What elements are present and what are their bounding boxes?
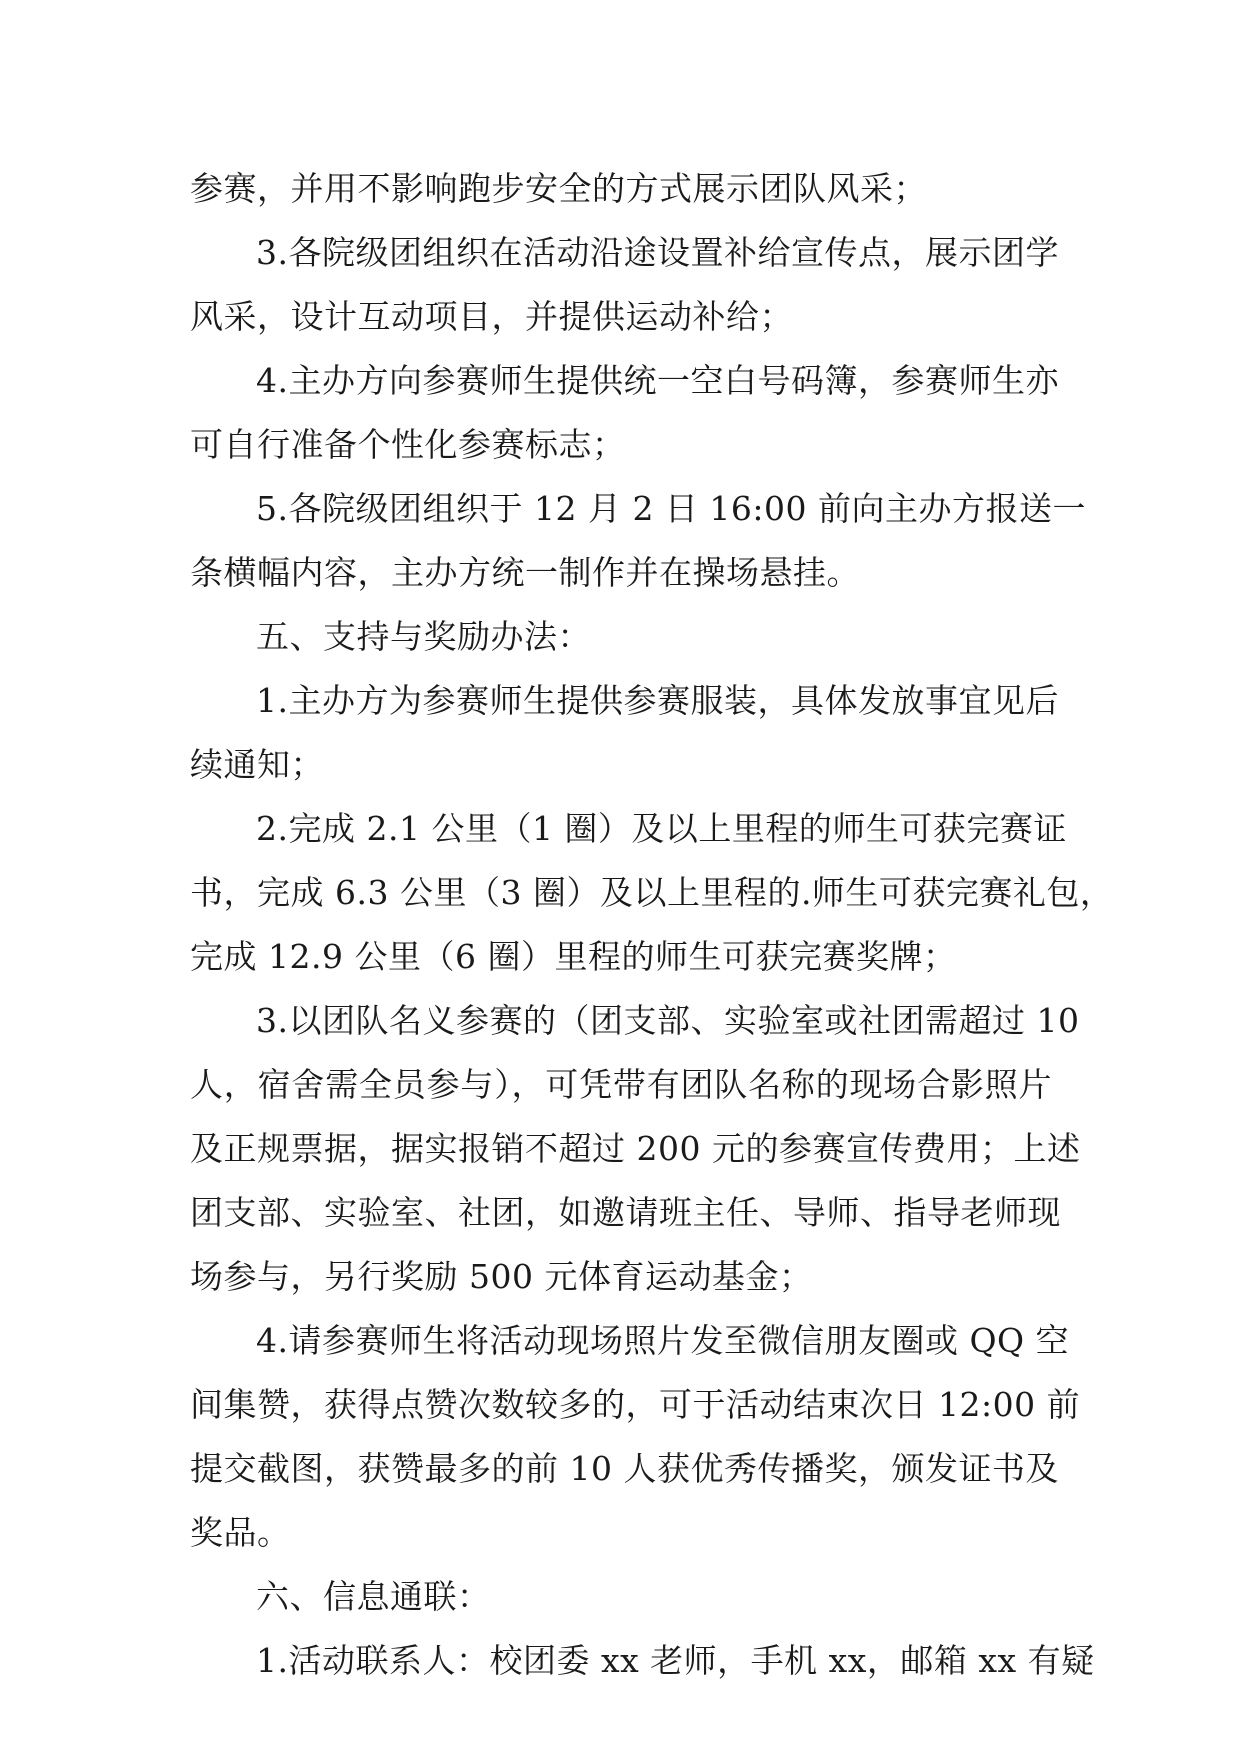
text-line: 及正规票据，据实报销不超过 200 元的参赛宣传费用；上述: [190, 1129, 1081, 1168]
text-line: 提交截图，获赞最多的前 10 人获优秀传播奖，颁发证书及: [190, 1449, 1059, 1488]
text-line: 5.各院级团组织于 12 月 2 日 16:00 前向主办方报送一: [256, 489, 1087, 528]
text-line: 1.活动联系人：校团委 xx 老师，手机 xx，邮箱 xx 有疑: [256, 1641, 1095, 1680]
text-line: 条横幅内容，主办方统一制作并在操场悬挂。: [190, 553, 860, 592]
text-line: 续通知；: [190, 745, 324, 784]
document-body: [190, 157, 1114, 1693]
text-line: 4.请参赛师生将活动现场照片发至微信朋友圈或 QQ 空: [256, 1321, 1070, 1360]
text-line: 4.主办方向参赛师生提供统一空白号码簿，参赛师生亦: [256, 361, 1059, 400]
text-line: 参赛，并用不影响跑步安全的方式展示团队风采；: [190, 169, 927, 208]
text-line: 场参与，另行奖励 500 元体育运动基金；: [190, 1257, 813, 1296]
text-line: 奖品。: [190, 1513, 291, 1552]
text-line: 五、支持与奖励办法：: [256, 617, 591, 656]
text-line: 人，宿舍需全员参与），可凭带有团队名称的现场合影照片: [190, 1065, 1052, 1104]
text-line: 团支部、实验室、社团，如邀请班主任、导师、指导老师现: [190, 1193, 1061, 1232]
text-line: 1.主办方为参赛师生提供参赛服装，具体发放事宜见后: [256, 681, 1059, 720]
text-line: 六、信息通联：: [256, 1577, 491, 1616]
text-line: 2.完成 2.1 公里（1 圈）及以上里程的师生可获完赛证: [256, 809, 1067, 848]
text-line: 风采，设计互动项目，并提供运动补给；: [190, 297, 793, 336]
text-line: 3.以团队名义参赛的（团支部、实验室或社团需超过 10: [256, 1001, 1080, 1040]
text-line: 书，完成 6.3 公里（3 圈）及以上里程的.师生可获完赛礼包，: [190, 873, 1114, 912]
text-line: 间集赞，获得点赞次数较多的，可于活动结束次日 12:00 前: [190, 1385, 1081, 1424]
text-line: 3.各院级团组织在活动沿途设置补给宣传点，展示团学: [256, 233, 1059, 272]
text-line: 完成 12.9 公里（6 圈）里程的师生可获完赛奖牌；: [190, 937, 957, 976]
text-line: 可自行准备个性化参赛标志；: [190, 425, 626, 464]
